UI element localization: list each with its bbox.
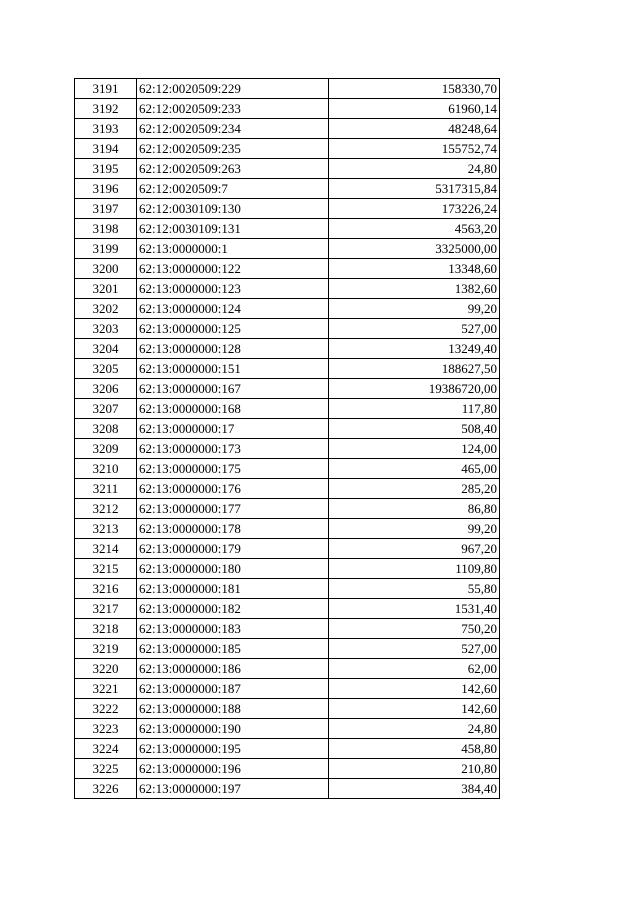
- table-row: [75, 339, 500, 359]
- cadastral-number-cell: 62:13:0000000:124: [137, 299, 329, 319]
- table-row: [75, 559, 500, 579]
- value-cell: 24,80: [329, 719, 500, 739]
- table-row: [75, 99, 500, 119]
- row-number-cell: 3205: [75, 359, 137, 379]
- row-number-cell: 3224: [75, 739, 137, 759]
- row-number-cell: 3218: [75, 619, 137, 639]
- cadastral-number-cell: 62:12:0020509:263: [137, 159, 329, 179]
- value-cell: 55,80: [329, 579, 500, 599]
- table-row: [75, 79, 500, 99]
- table-row: [75, 419, 500, 439]
- cadastral-number-cell: 62:13:0000000:185: [137, 639, 329, 659]
- table-row: [75, 259, 500, 279]
- value-cell: 99,20: [329, 519, 500, 539]
- table-row: [75, 279, 500, 299]
- row-number-cell: 3223: [75, 719, 137, 739]
- value-cell: 465,00: [329, 459, 500, 479]
- cadastral-number-cell: 62:13:0000000:183: [137, 619, 329, 639]
- value-cell: 48248,64: [329, 119, 500, 139]
- cadastral-number-cell: 62:13:0000000:188: [137, 699, 329, 719]
- value-cell: 142,60: [329, 679, 500, 699]
- table-row: [75, 219, 500, 239]
- row-number-cell: 3206: [75, 379, 137, 399]
- row-number-cell: 3202: [75, 299, 137, 319]
- cadastral-number-cell: 62:13:0000000:196: [137, 759, 329, 779]
- value-cell: 86,80: [329, 499, 500, 519]
- row-number-cell: 3197: [75, 199, 137, 219]
- row-number-cell: 3196: [75, 179, 137, 199]
- row-number-cell: 3192: [75, 99, 137, 119]
- value-cell: 61960,14: [329, 99, 500, 119]
- value-cell: 117,80: [329, 399, 500, 419]
- cadastral-number-cell: 62:13:0000000:122: [137, 259, 329, 279]
- value-cell: 384,40: [329, 779, 500, 799]
- value-cell: 1382,60: [329, 279, 500, 299]
- table-row: [75, 239, 500, 259]
- row-number-cell: 3191: [75, 79, 137, 99]
- row-number-cell: 3213: [75, 519, 137, 539]
- cadastral-number-cell: 62:13:0000000:151: [137, 359, 329, 379]
- value-cell: 3325000,00: [329, 239, 500, 259]
- cadastral-number-cell: 62:13:0000000:128: [137, 339, 329, 359]
- row-number-cell: 3203: [75, 319, 137, 339]
- value-cell: 188627,50: [329, 359, 500, 379]
- table-row: [75, 199, 500, 219]
- cadastral-number-cell: 62:13:0000000:190: [137, 719, 329, 739]
- row-number-cell: 3201: [75, 279, 137, 299]
- value-cell: 527,00: [329, 319, 500, 339]
- cadastral-number-cell: 62:13:0000000:168: [137, 399, 329, 419]
- table-row: [75, 299, 500, 319]
- cadastral-number-cell: 62:12:0030109:131: [137, 219, 329, 239]
- cadastral-number-cell: 62:13:0000000:125: [137, 319, 329, 339]
- table-row: [75, 159, 500, 179]
- row-number-cell: 3204: [75, 339, 137, 359]
- cadastral-number-cell: 62:13:0000000:173: [137, 439, 329, 459]
- cadastral-number-cell: 62:13:0000000:181: [137, 579, 329, 599]
- row-number-cell: 3215: [75, 559, 137, 579]
- cadastral-number-cell: 62:12:0020509:235: [137, 139, 329, 159]
- cadastral-number-cell: 62:13:0000000:175: [137, 459, 329, 479]
- table-row: [75, 479, 500, 499]
- row-number-cell: 3212: [75, 499, 137, 519]
- cadastral-number-cell: 62:13:0000000:187: [137, 679, 329, 699]
- table-row: [75, 439, 500, 459]
- value-cell: 527,00: [329, 639, 500, 659]
- cadastral-number-cell: 62:13:0000000:186: [137, 659, 329, 679]
- value-cell: 99,20: [329, 299, 500, 319]
- table-row: [75, 699, 500, 719]
- table-row: [75, 759, 500, 779]
- value-cell: 62,00: [329, 659, 500, 679]
- table-row: [75, 359, 500, 379]
- cadastral-number-cell: 62:12:0030109:130: [137, 199, 329, 219]
- table-row: [75, 519, 500, 539]
- cadastral-number-cell: 62:12:0020509:7: [137, 179, 329, 199]
- row-number-cell: 3222: [75, 699, 137, 719]
- cadastral-number-cell: 62:12:0020509:229: [137, 79, 329, 99]
- cadastral-number-cell: 62:13:0000000:167: [137, 379, 329, 399]
- row-number-cell: 3194: [75, 139, 137, 159]
- row-number-cell: 3211: [75, 479, 137, 499]
- value-cell: 967,20: [329, 539, 500, 559]
- row-number-cell: 3207: [75, 399, 137, 419]
- value-cell: 13249,40: [329, 339, 500, 359]
- cadastral-number-cell: 62:13:0000000:178: [137, 519, 329, 539]
- table-row: [75, 619, 500, 639]
- row-number-cell: 3198: [75, 219, 137, 239]
- value-cell: 210,80: [329, 759, 500, 779]
- row-number-cell: 3199: [75, 239, 137, 259]
- value-cell: 508,40: [329, 419, 500, 439]
- cadastral-number-cell: 62:13:0000000:17: [137, 419, 329, 439]
- value-cell: 750,20: [329, 619, 500, 639]
- table-row: [75, 719, 500, 739]
- value-cell: 173226,24: [329, 199, 500, 219]
- table-row: [75, 539, 500, 559]
- cadastral-number-cell: 62:13:0000000:123: [137, 279, 329, 299]
- row-number-cell: 3195: [75, 159, 137, 179]
- value-cell: 24,80: [329, 159, 500, 179]
- table-row: [75, 579, 500, 599]
- value-cell: 124,00: [329, 439, 500, 459]
- cadastral-number-cell: 62:13:0000000:182: [137, 599, 329, 619]
- table-row: [75, 639, 500, 659]
- value-cell: 158330,70: [329, 79, 500, 99]
- row-number-cell: 3193: [75, 119, 137, 139]
- row-number-cell: 3219: [75, 639, 137, 659]
- value-cell: 1531,40: [329, 599, 500, 619]
- cadastral-number-cell: 62:12:0020509:233: [137, 99, 329, 119]
- value-cell: 5317315,84: [329, 179, 500, 199]
- row-number-cell: 3225: [75, 759, 137, 779]
- row-number-cell: 3216: [75, 579, 137, 599]
- table-row: [75, 319, 500, 339]
- cadastral-number-cell: 62:13:0000000:177: [137, 499, 329, 519]
- cadastral-number-cell: 62:12:0020509:234: [137, 119, 329, 139]
- table-row: [75, 459, 500, 479]
- value-cell: 19386720,00: [329, 379, 500, 399]
- row-number-cell: 3226: [75, 779, 137, 799]
- cadastral-number-cell: 62:13:0000000:176: [137, 479, 329, 499]
- table-row: [75, 779, 500, 799]
- row-number-cell: 3217: [75, 599, 137, 619]
- cadastral-number-cell: 62:13:0000000:1: [137, 239, 329, 259]
- cadastral-number-cell: 62:13:0000000:197: [137, 779, 329, 799]
- value-cell: 4563,20: [329, 219, 500, 239]
- row-number-cell: 3200: [75, 259, 137, 279]
- table-row: [75, 499, 500, 519]
- row-number-cell: 3209: [75, 439, 137, 459]
- row-number-cell: 3221: [75, 679, 137, 699]
- table-row: [75, 379, 500, 399]
- table-row: [75, 599, 500, 619]
- value-cell: 1109,80: [329, 559, 500, 579]
- table-row: [75, 139, 500, 159]
- cadastral-number-cell: 62:13:0000000:195: [137, 739, 329, 759]
- cadastral-value-table: [74, 78, 500, 799]
- table-row: [75, 679, 500, 699]
- table-row: [75, 119, 500, 139]
- value-cell: 458,80: [329, 739, 500, 759]
- row-number-cell: 3210: [75, 459, 137, 479]
- table-row: [75, 179, 500, 199]
- cadastral-number-cell: 62:13:0000000:179: [137, 539, 329, 559]
- table-row: [75, 399, 500, 419]
- value-cell: 285,20: [329, 479, 500, 499]
- cadastral-number-cell: 62:13:0000000:180: [137, 559, 329, 579]
- row-number-cell: 3208: [75, 419, 137, 439]
- table-row: [75, 659, 500, 679]
- table-body: [75, 79, 500, 799]
- value-cell: 155752,74: [329, 139, 500, 159]
- table-row: [75, 739, 500, 759]
- row-number-cell: 3220: [75, 659, 137, 679]
- row-number-cell: 3214: [75, 539, 137, 559]
- value-cell: 13348,60: [329, 259, 500, 279]
- value-cell: 142,60: [329, 699, 500, 719]
